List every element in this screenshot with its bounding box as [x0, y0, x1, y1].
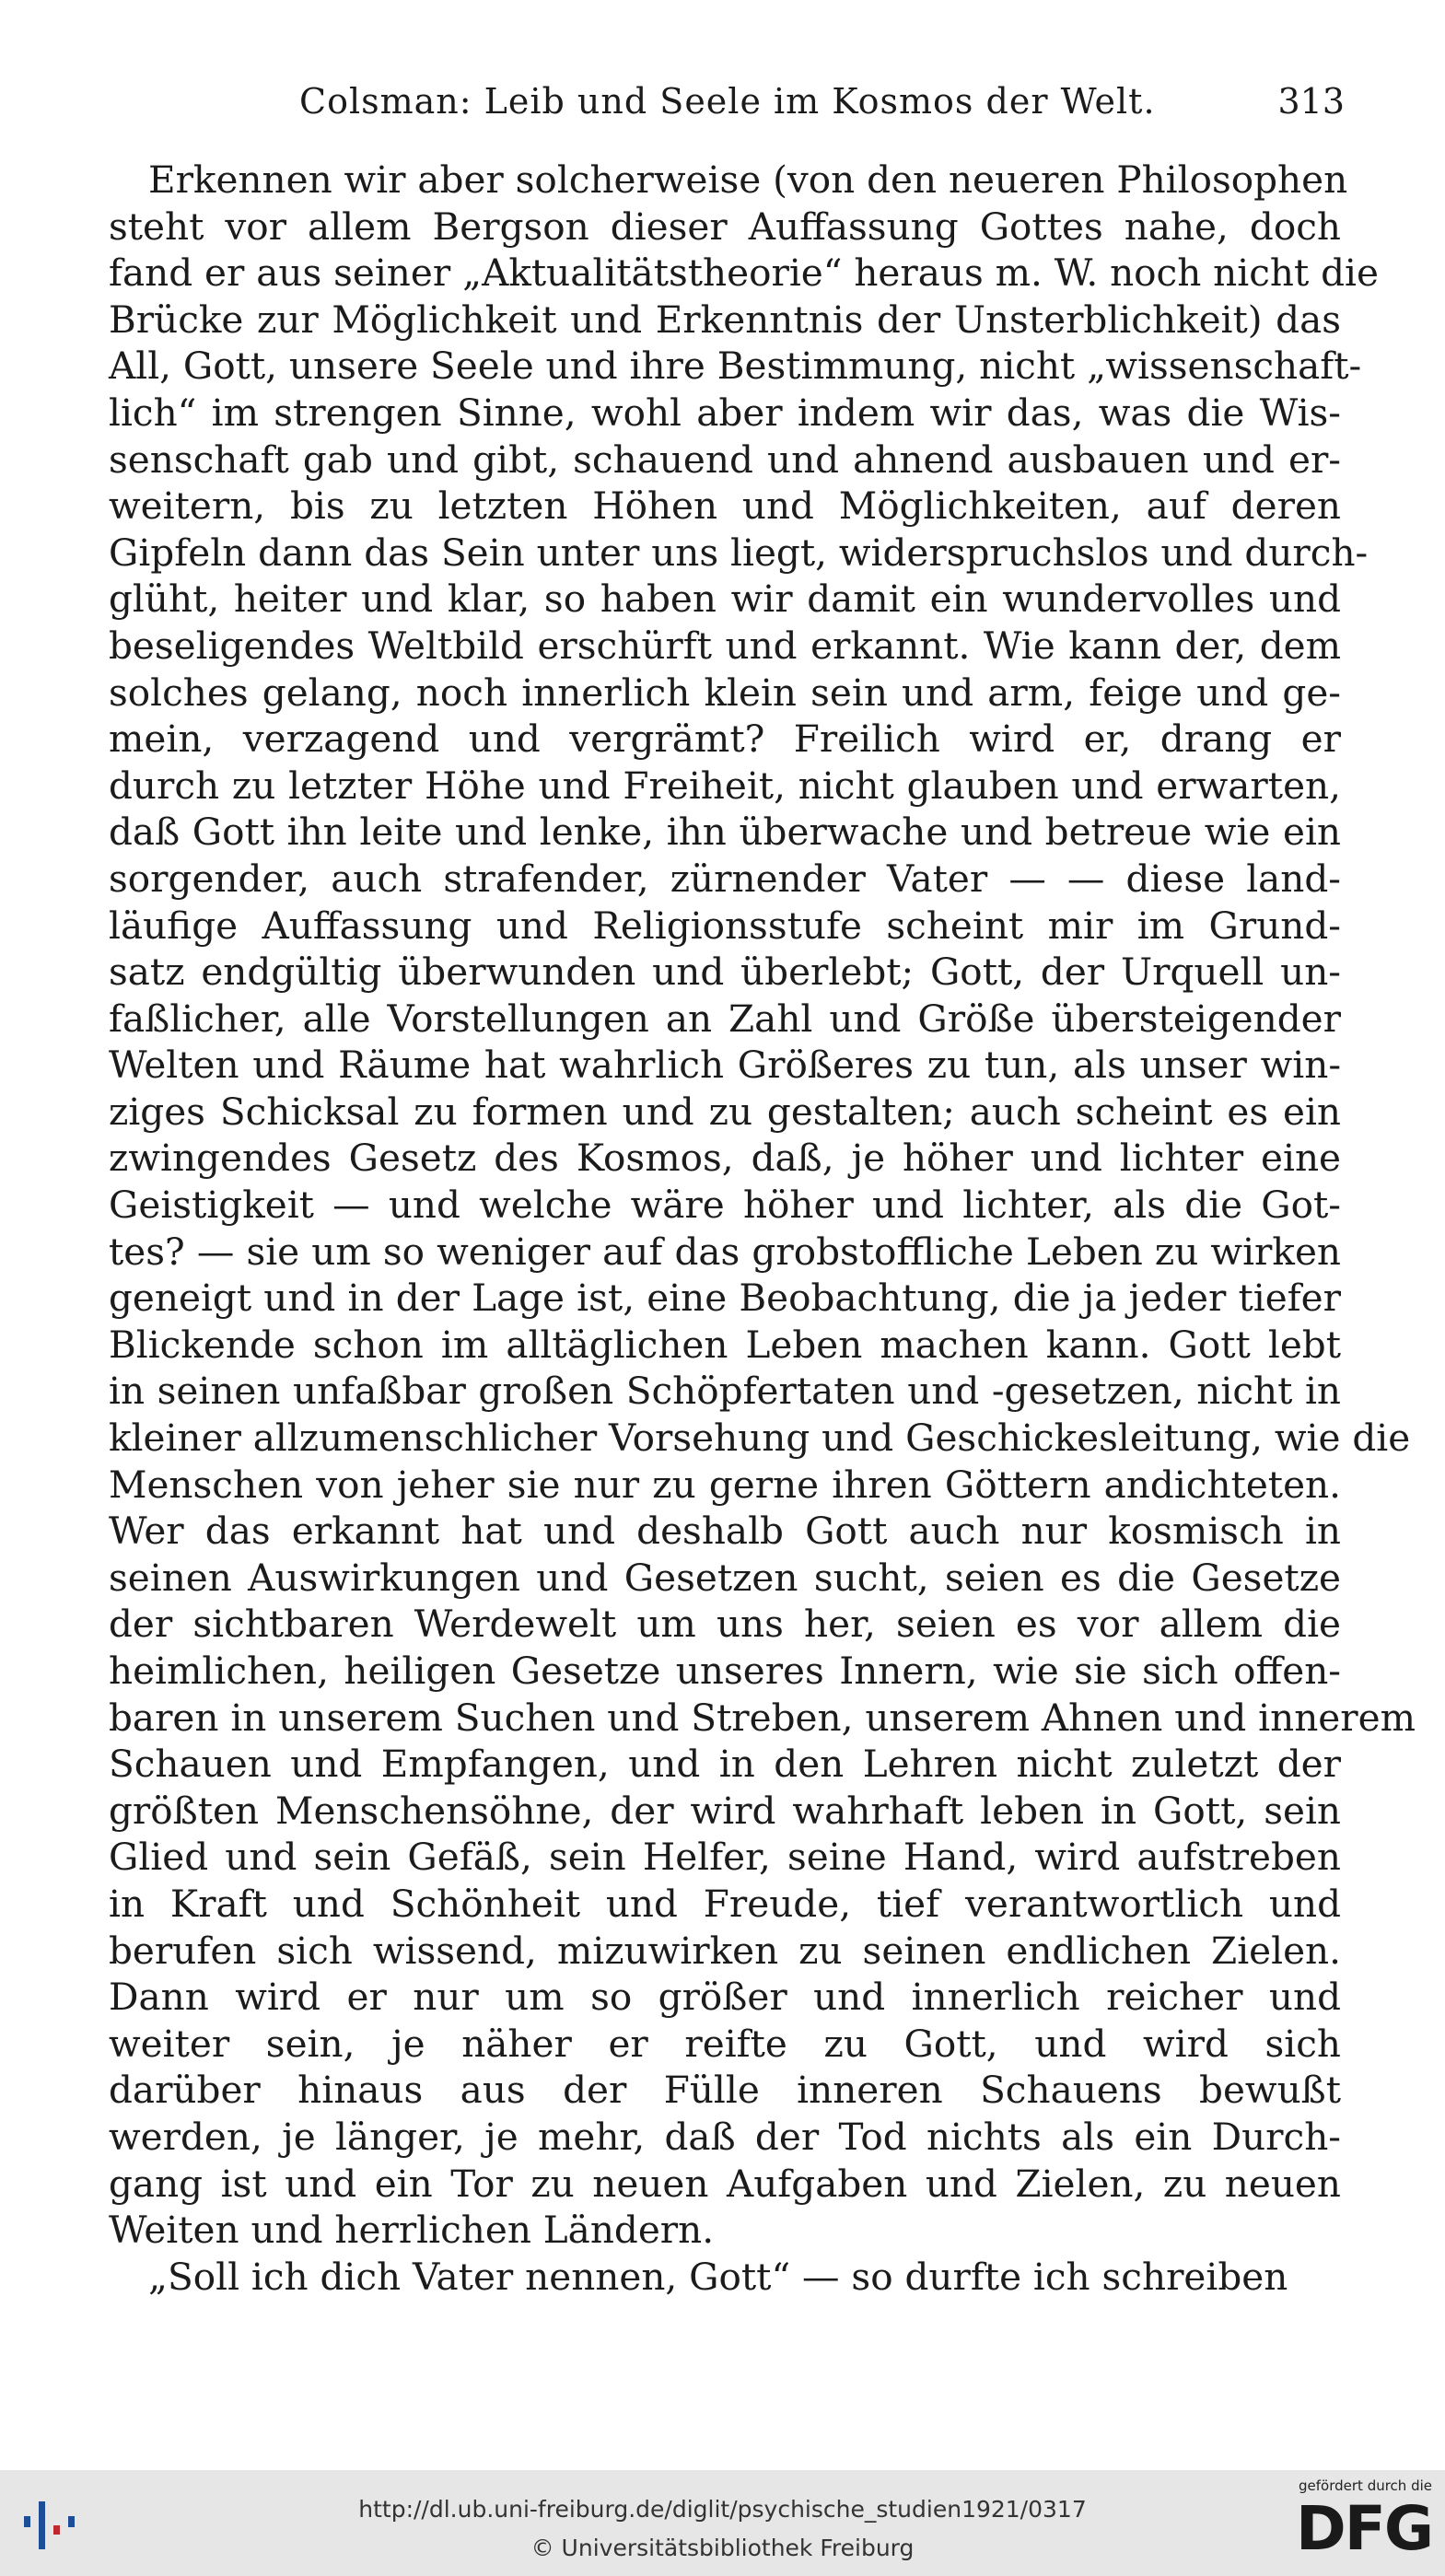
body-text [109, 157, 1416, 2300]
text-line: glüht, heiter und klar, so haben wir damit ein wundervolles und [109, 577, 1341, 622]
text-line: seinen Auswirkungen und Gesetzen sucht, seien es die Gesetze [109, 1555, 1341, 1600]
dfg-caption: gefördert durch die [1299, 2477, 1432, 2494]
text-line: Gipfeln dann das Sein unter uns liegt, widerspruchslos und durch- [109, 530, 1369, 575]
paragraph-1 [109, 157, 1416, 2254]
text-line: daß Gott ihn leite und lenke, ihn überwache und betreue wie ein [109, 810, 1341, 855]
text-line: fand er aus seiner „Aktualitätstheorie“ heraus m. W. noch nicht die [109, 251, 1379, 296]
text-line: Erkennen wir aber solcherweise (von den neueren Philosophen [148, 157, 1348, 202]
text-line: „Soll ich dich Vater nennen, Gott“ — so durfte ich schreiben [148, 2254, 1288, 2299]
footer-bar [0, 2470, 1445, 2576]
text-line: tes? — sie um so weniger auf das grobstoffliche Leben zu wirken [109, 1229, 1341, 1274]
dfg-logo: DFG [1295, 2493, 1432, 2564]
text-line: beseligendes Weltbild erschürft und erkannt. Wie kann der, dem [109, 623, 1341, 668]
text-line: Menschen von jeher sie nur zu gerne ihren Göttern andichteten. [109, 1462, 1341, 1507]
text-line: Brücke zur Möglichkeit und Erkenntnis der Unsterblichkeit) das [109, 297, 1341, 342]
text-line: gang ist und ein Tor zu neuen Aufgaben und Zielen, zu neuen [109, 2161, 1341, 2206]
text-line: geneigt und in der Lage ist, eine Beobachtung, die ja jeder tiefer [109, 1276, 1341, 1321]
text-line: weitern, bis zu letzten Höhen und Möglichkeiten, auf deren [109, 484, 1341, 529]
text-line: faßlicher, alle Vorstellungen an Zahl und Größe übersteigender [109, 996, 1341, 1041]
text-line: zwingendes Gesetz des Kosmos, daß, je höher und lichter eine [109, 1136, 1341, 1181]
text-line: ziges Schicksal zu formen und zu gestalten; auch scheint es ein [109, 1089, 1341, 1134]
text-line: satz endgültig überwunden und überlebt; Gott, der Urquell un- [109, 950, 1341, 995]
text-line: steht vor allem Bergson dieser Auffassung Gottes nahe, doch [109, 204, 1341, 249]
page-number: 313 [1277, 81, 1345, 122]
text-line: größten Menschensöhne, der wird wahrhaft leben in Gott, sein [109, 1788, 1341, 1833]
text-line: Glied und sein Gefäß, sein Helfer, seine Hand, wird aufstreben [109, 1835, 1341, 1880]
running-title: Colsman: Leib und Seele im Kosmos der Welt. [299, 81, 1156, 122]
text-line: berufen sich wissend, mizuwirken zu seinen endlichen Zielen. [109, 1928, 1341, 1973]
text-line: Blickende schon im alltäglichen Leben machen kann. Gott lebt [109, 1322, 1341, 1367]
paragraph-2 [109, 2254, 1341, 2301]
text-line: Welten und Räume hat wahrlich Größeres zu tun, als unser win- [109, 1043, 1341, 1088]
text-line: Weiten und herrlichen Ländern. [109, 2208, 715, 2253]
text-line: lich“ im strengen Sinne, wohl aber indem wir das, was die Wis- [109, 390, 1341, 435]
text-line: All, Gott, unsere Seele und ihre Bestimmung, nicht „wissenschaft- [109, 344, 1362, 389]
text-line: läufige Auffassung und Religionsstufe scheint mir im Grund- [109, 903, 1341, 948]
text-line: Geistigkeit — und welche wäre höher und lichter, als die Got- [109, 1183, 1341, 1228]
text-line: der sichtbaren Werdewelt um uns her, seien es vor allem die [109, 1602, 1341, 1647]
text-line: Dann wird er nur um so größer und innerlich reicher und [109, 1975, 1341, 2020]
text-line: darüber hinaus aus der Fülle inneren Schauens bewußt [109, 2068, 1341, 2113]
text-line: sorgender, auch strafender, zürnender Vater — — diese land- [109, 856, 1341, 901]
text-line: in Kraft und Schönheit und Freude, tief verantwortlich und [109, 1881, 1341, 1926]
copyright-notice: © Universitätsbibliothek Freiburg [530, 2535, 915, 2561]
text-line: Wer das erkannt hat und deshalb Gott auch nur kosmisch in [109, 1509, 1341, 1554]
text-line: in seinen unfaßbar großen Schöpfertaten und -gesetzen, nicht in [109, 1369, 1341, 1414]
dfg-funding-block [1274, 2477, 1432, 2570]
page-header [111, 81, 1345, 136]
text-line: Schauen und Empfangen, und in den Lehren nicht zuletzt der [109, 1742, 1341, 1787]
text-line: kleiner allzumenschlicher Vorsehung und Geschickesleitung, wie die [109, 1416, 1411, 1461]
text-line: solches gelang, noch innerlich klein sein und arm, feige und ge- [109, 670, 1341, 715]
text-line: heimlichen, heiligen Gesetze unseres Innern, wie sie sich offen- [109, 1649, 1341, 1693]
text-line: mein, verzagend und vergrämt? Freilich wird er, drang er [109, 717, 1341, 762]
text-line: weiter sein, je näher er reifte zu Gott, und wird sich [109, 2021, 1341, 2066]
text-line: baren in unserem Suchen und Streben, unserem Ahnen und innerem [109, 1695, 1416, 1740]
text-line: werden, je länger, je mehr, daß der Tod nichts als ein Durch- [109, 2114, 1341, 2159]
text-line: durch zu letzter Höhe und Freiheit, nicht glauben und erwarten, [109, 763, 1341, 808]
source-url-link[interactable]: http://dl.ub.uni-freiburg.de/diglit/psychische_studien1921/0317 [358, 2496, 1087, 2523]
text-line: senschaft gab und gibt, schauend und ahnend ausbauen und er- [109, 437, 1341, 482]
